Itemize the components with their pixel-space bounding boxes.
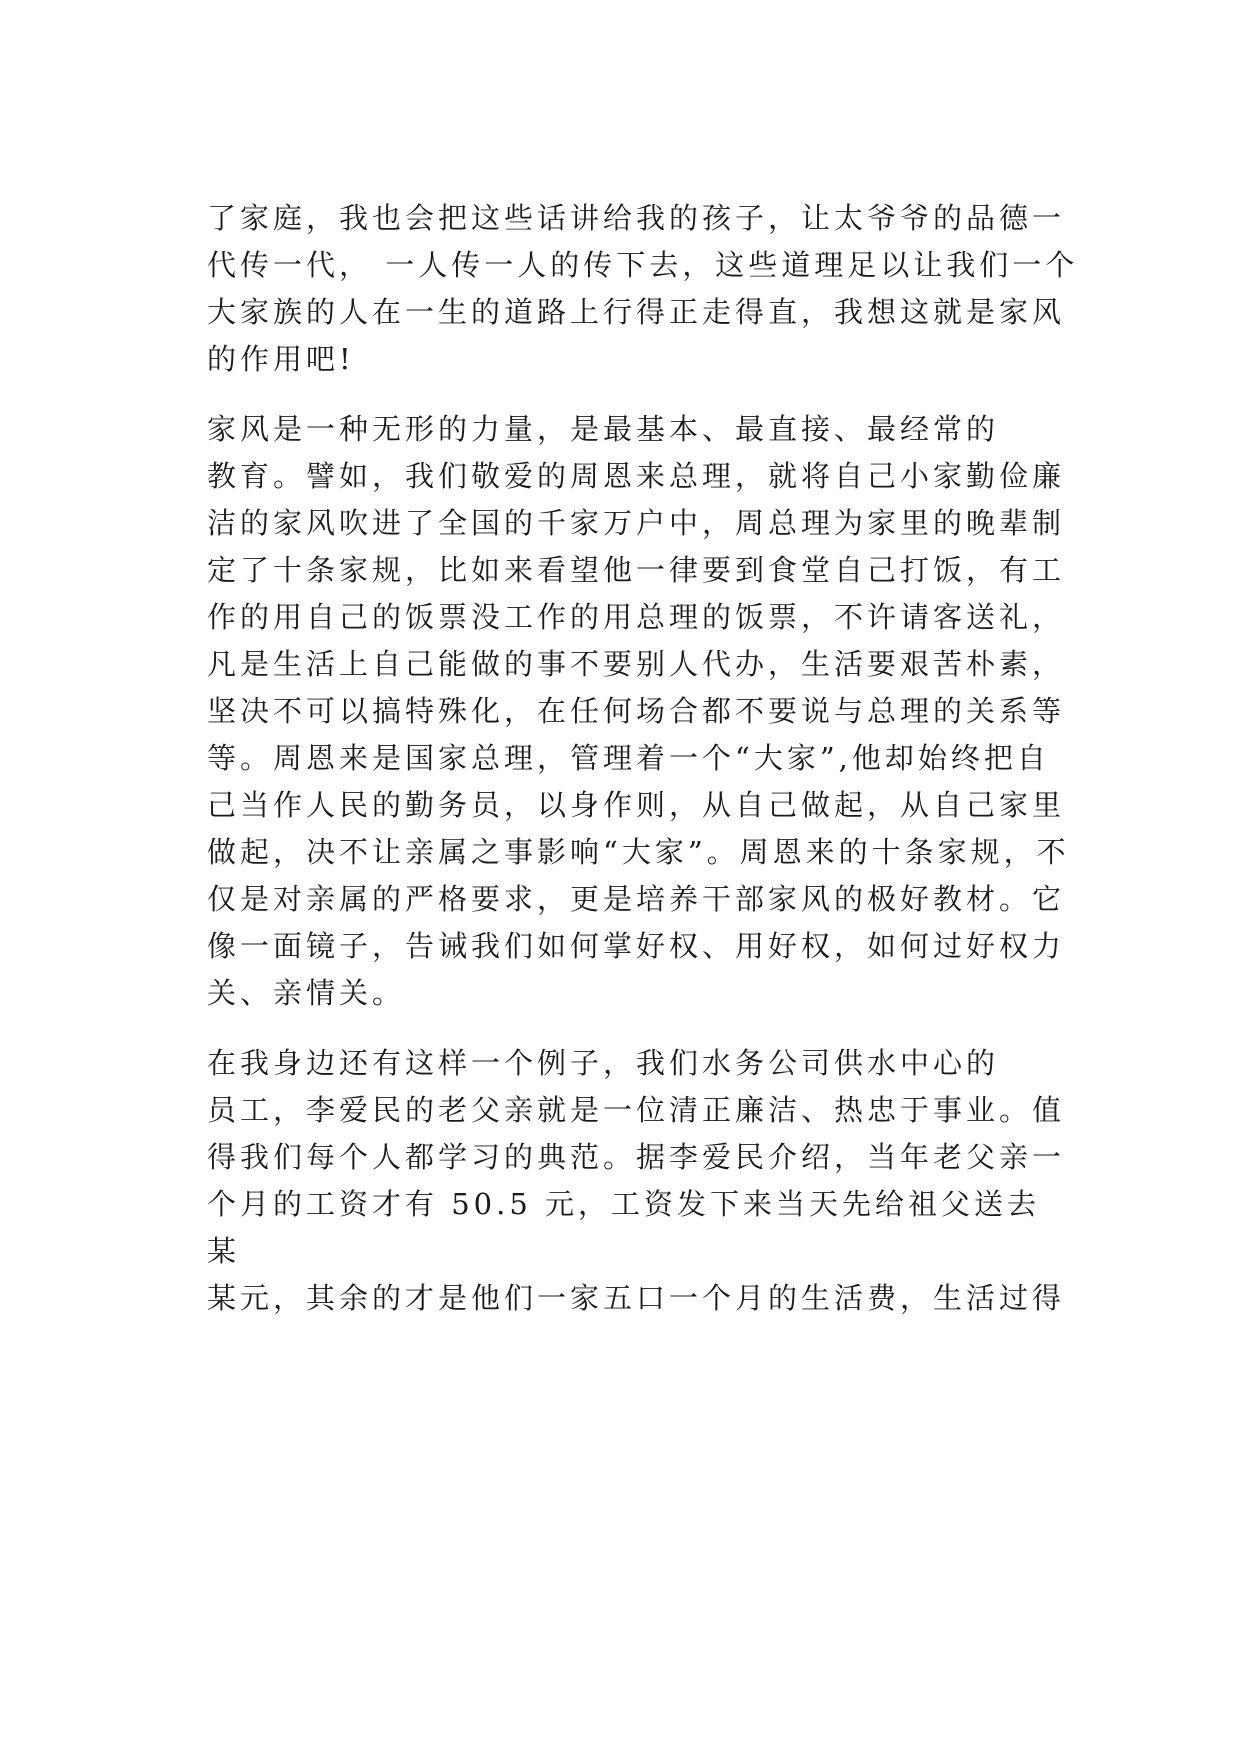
text-line: 某 xyxy=(207,1234,241,1268)
text-line: 作的用自己的饭票没工作的用总理的饭票，不许请客送礼， xyxy=(207,600,1066,634)
text-line: 家风是一种无形的力量，是最基本、最直接、最经常的 xyxy=(207,412,1000,446)
text-line: 员工，李爱民的老父亲就是一位清正廉洁、热忠于事业。值 xyxy=(207,1093,1066,1127)
paragraph-spacing xyxy=(207,383,1067,406)
body-text xyxy=(207,195,1079,1322)
text-line: 某元，其余的才是他们一家五口一个月的生活费，生活过得 xyxy=(207,1281,1066,1315)
text-line: 教育。譬如，我们敬爱的周恩来总理，就将自己小家勤俭廉 xyxy=(207,459,1066,493)
paragraph-li-aimin xyxy=(207,1040,1067,1322)
text-line: 等。周恩来是国家总理，管理着一个“大家”,他却始终把自 xyxy=(207,741,1050,775)
text-line: 个月的工资才有 50.5 元，工资发下来当天先给祖父送去 xyxy=(207,1187,1041,1221)
text-line: 洁的家风吹进了全国的千家万户中，周总理为家里的晚辈制 xyxy=(207,506,1066,540)
text-line: 己当作人民的勤务员，以身作则，从自己做起，从自己家里 xyxy=(207,788,1066,822)
text-line: 关、亲情关。 xyxy=(207,976,406,1010)
text-line: 了家庭，我也会把这些话讲给我的孩子，让太爷爷的品德一 xyxy=(207,201,1066,235)
paragraph-zhou-enlai xyxy=(207,406,1070,1017)
text-line: 坚决不可以搞特殊化，在任何场合都不要说与总理的关系等 xyxy=(207,694,1066,728)
paragraph-spacing xyxy=(207,1017,1067,1040)
text-line: 像一面镜子，告诫我们如何掌好权、用好权，如何过好权力 xyxy=(207,929,1066,963)
paragraph-family-continuation xyxy=(207,195,1079,383)
text-line: 做起，决不让亲属之事影响“大家”。周恩来的十条家规，不 xyxy=(207,835,1070,869)
text-line: 凡是生活上自己能做的事不要别人代办，生活要艰苦朴素， xyxy=(207,647,1066,681)
text-line: 大家族的人在一生的道路上行得正走得直，我想这就是家风 xyxy=(207,295,1066,329)
text-line: 代传一代， 一人传一人的传下去，这些道理足以让我们一个 xyxy=(207,248,1079,282)
text-line: 在我身边还有这样一个例子，我们水务公司供水中心的 xyxy=(207,1046,1000,1080)
text-line: 得我们每个人都学习的典范。据李爱民介绍，当年老父亲一 xyxy=(207,1140,1066,1174)
text-line: 的作用吧! xyxy=(207,342,355,376)
text-line: 定了十条家规，比如来看望他一律要到食堂自己打饭，有工 xyxy=(207,553,1066,587)
text-line: 仅是对亲属的严格要求，更是培养干部家风的极好教材。它 xyxy=(207,882,1066,916)
